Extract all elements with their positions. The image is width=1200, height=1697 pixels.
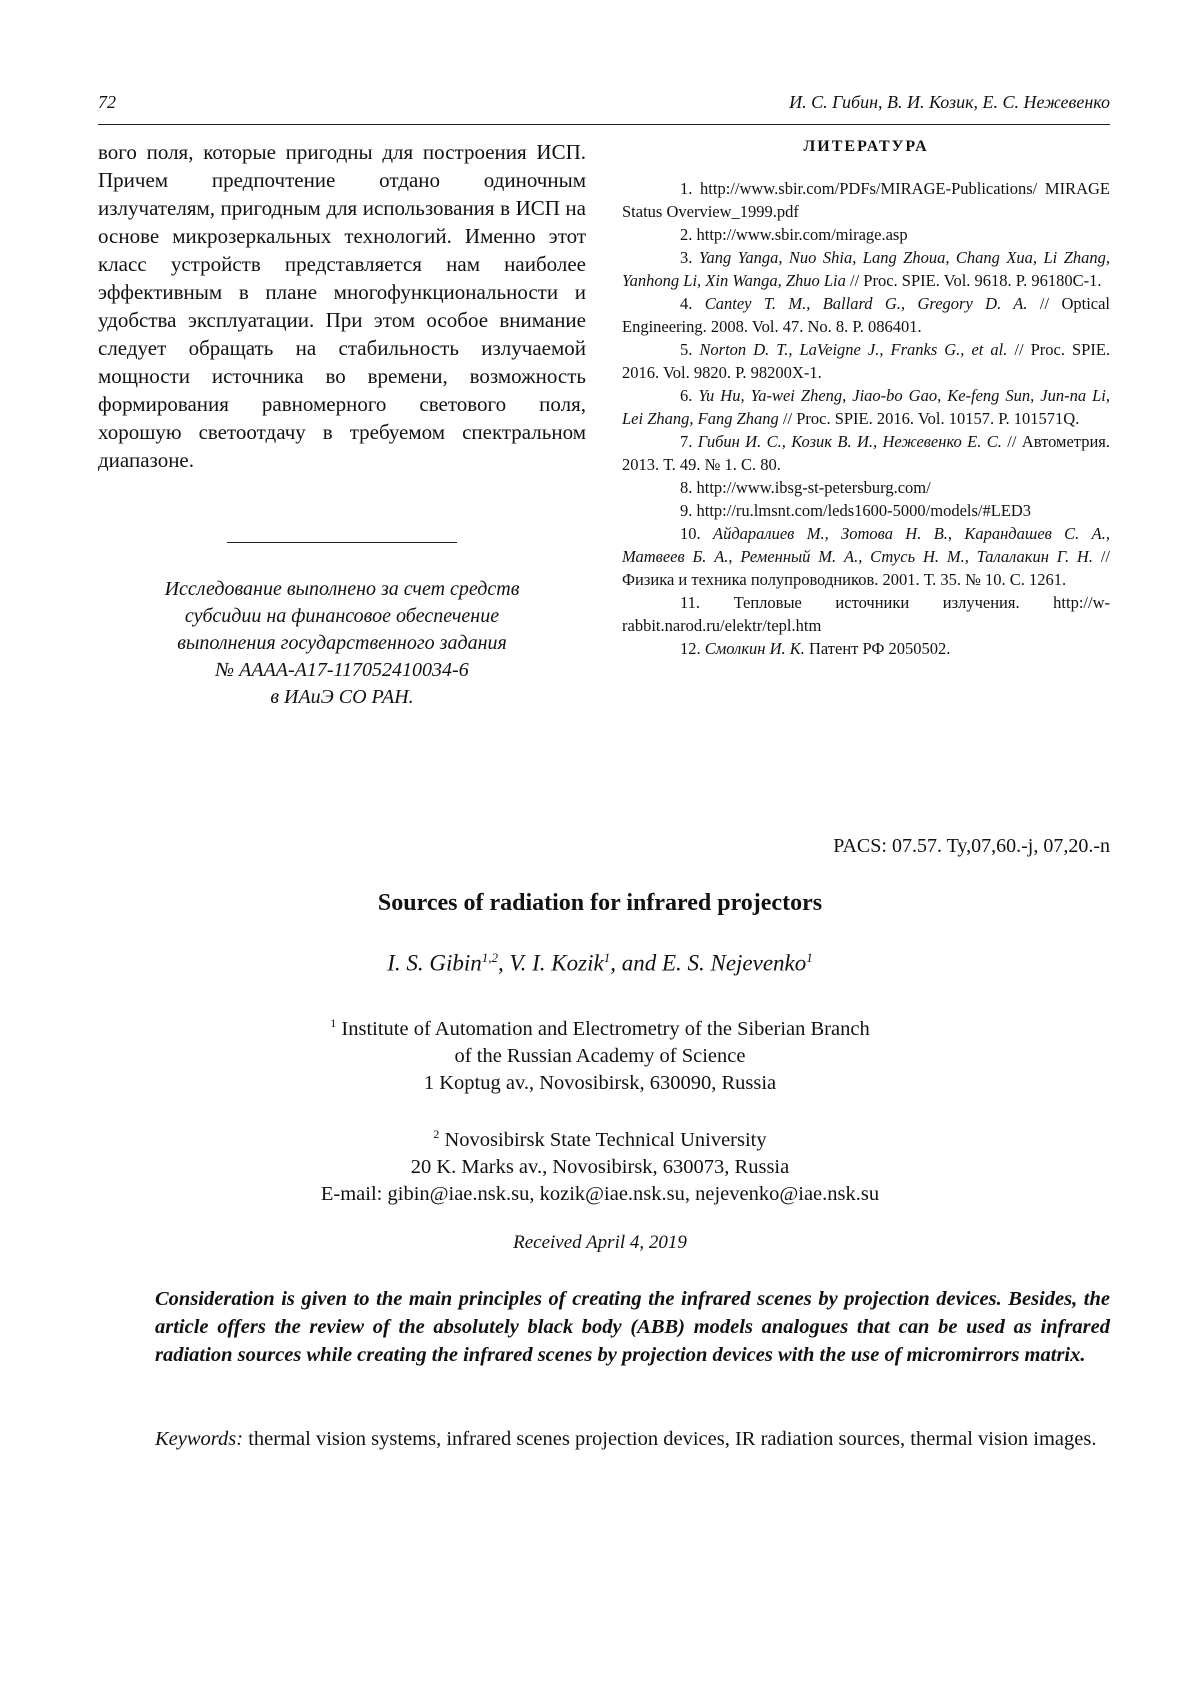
abstract: Consideration is given to the main principles of creating the infrared scenes by projection devices. Besides, the article offers the review of the absolutely black body (ABB) models analogues that can be used as infrared radiation sources while creating the infrared scenes by projection devices with the use of micromirrors matrix. (155, 1285, 1110, 1369)
reference-text: // Автометрия. 2013. Т. 49. № 1. С. 80. (622, 432, 1110, 474)
affiliation-line: Novosibirsk State Technical University (444, 1129, 766, 1151)
reference-item (622, 499, 1110, 522)
reference-number: 2. (680, 225, 692, 244)
reference-text: http://www.ibsg-st-petersburg.com/ (697, 478, 931, 497)
reference-item (622, 522, 1110, 591)
reference-authors: Смолкин И. К. (705, 639, 805, 658)
author-separator: , (498, 951, 510, 976)
article-title: Sources of radiation for infrared projectors (0, 890, 1200, 917)
keywords-label: Keywords: (155, 1428, 243, 1450)
author-separator: , and (610, 951, 662, 976)
affiliation-line: 20 K. Marks av., Novosibirsk, 630073, Russia (0, 1154, 1200, 1181)
author-name: V. I. Kozik (510, 951, 604, 976)
reference-text: // Proc. SPIE. Vol. 9618. P. 96180C-1. (850, 271, 1102, 290)
reference-item (622, 223, 1110, 246)
affiliation-email-line: E-mail: gibin@iae.nsk.su, kozik@iae.nsk.su, nejevenko@iae.nsk.su (0, 1181, 1200, 1208)
reference-item (622, 177, 1110, 223)
author-name: E. S. Nejevenko (662, 951, 806, 976)
header-rule (98, 124, 1110, 125)
reference-text: // Proc. SPIE. 2016. Vol. 9820. P. 98200X-1. (622, 340, 1110, 382)
reference-text: http://www.sbir.com/mirage.asp (697, 225, 908, 244)
body-paragraph: вого поля, которые пригодны для построения ИСП. Причем предпочтение отдано одиночным излучателям, пригодным для использования в ИСП на основе микрозеркальных технологий. Именно этот класс устройств представляется нам наиболее эффективным в плане многофункциональности и удобства эксплуатации. При этом особое внимание следует обращать на стабильность излучаемой мощности источника во времени, возможность формирования равномерного светового поля, хорошую светоотдачу в требуемом спектральном диапазоне. (98, 138, 586, 474)
reference-authors: Norton D. T., LaVeigne J., Franks G., et al. (699, 340, 1007, 359)
funding-line: № АААА-А17-117052410034-6 (98, 657, 586, 684)
reference-item (622, 476, 1110, 499)
section-divider (227, 542, 457, 543)
funding-line: выполнения государственного задания (98, 630, 586, 657)
reference-item (622, 384, 1110, 430)
reference-number: 8. (680, 478, 692, 497)
received-date: Received April 4, 2019 (0, 1232, 1200, 1254)
reference-item (622, 338, 1110, 384)
author-list (0, 950, 1200, 977)
reference-number: 5. (680, 340, 692, 359)
reference-authors: Гибин И. С., Козик В. И., Нежевенко Е. С. (698, 432, 1002, 451)
reference-item (622, 292, 1110, 338)
reference-item (622, 637, 1110, 660)
reference-number: 10. (680, 524, 701, 543)
keywords (155, 1425, 1110, 1453)
funding-line: в ИАиЭ СО РАН. (98, 684, 586, 711)
affiliation-mark: 1 (330, 1016, 336, 1030)
author-affiliation-mark: 1 (604, 950, 611, 965)
reference-number: 11. (680, 593, 700, 612)
affiliation-2 (0, 1121, 1200, 1208)
affiliation-line: of the Russian Academy of Science (0, 1043, 1200, 1070)
funding-line: субсидии на финансовое обеспечение (98, 603, 586, 630)
reference-authors: Yang Yanga, Nuo Shia, Lang Zhoua, Chang Xua, Li Zhang, Yanhong Li, Xin Wanga, Zhuo Lia (622, 248, 1110, 290)
funding-note (98, 576, 586, 711)
reference-number: 1. (680, 179, 692, 198)
reference-number: 4. (680, 294, 692, 313)
reference-text: http://www.sbir.com/PDFs/MIRAGE-Publications/ MIRAGE Status Overview_1999.pdf (622, 179, 1110, 221)
reference-item (622, 430, 1110, 476)
reference-authors: Cantey T. M., Ballard G., Gregory D. A. (705, 294, 1028, 313)
funding-line: Исследование выполнено за счет средств (98, 576, 586, 603)
reference-number: 3. (680, 248, 692, 267)
reference-text: http://ru.lmsnt.com/leds1600-5000/models/#LED3 (697, 501, 1032, 520)
reference-item (622, 246, 1110, 292)
reference-text: // Optical Engineering. 2008. Vol. 47. No. 8. P. 086401. (622, 294, 1110, 336)
reference-authors: Yu Hu, Ya-wei Zheng, Jiao-bo Gao, Ke-feng Sun, Jun-na Li, Lei Zhang, Fang Zhang (622, 386, 1110, 428)
pacs-codes: PACS: 07.57. Ty,07,60.-j, 07,20.-n (833, 835, 1110, 858)
reference-number: 12. (680, 639, 701, 658)
affiliation-line: 1 Koptug av., Novosibirsk, 630090, Russia (0, 1070, 1200, 1097)
reference-text: // Proc. SPIE. 2016. Vol. 10157. P. 101571Q. (783, 409, 1079, 428)
reference-authors: Айдаралиев М., Зотова Н. В., Карандашев С. А., Матвеев Б. А., Ременный М. А., Стусь Н. М., Талалакин Г. Н. (622, 524, 1110, 566)
author-affiliation-mark: 1 (806, 950, 813, 965)
references-title: ЛИТЕРАТУРА (622, 138, 1110, 156)
references-column (622, 138, 1110, 660)
references-list (622, 177, 1110, 660)
affiliation-line: Institute of Automation and Electrometry of the Siberian Branch (341, 1018, 869, 1040)
reference-number: 9. (680, 501, 692, 520)
reference-text: Патент РФ 2050502. (809, 639, 950, 658)
author-affiliation-mark: 1,2 (482, 950, 498, 965)
author-name: I. S. Gibin (387, 951, 482, 976)
affiliation-mark: 2 (433, 1127, 439, 1141)
reference-number: 7. (680, 432, 692, 451)
running-authors: И. С. Гибин, В. И. Козик, Е. С. Нежевенко (789, 92, 1110, 113)
left-column (98, 138, 586, 711)
reference-text: // Физика и техника полупроводников. 2001. Т. 35. № 10. С. 1261. (622, 547, 1110, 589)
reference-text: Тепловые источники излучения. http://w-rabbit.narod.ru/elektr/tepl.htm (622, 593, 1110, 635)
keywords-text: thermal vision systems, infrared scenes projection devices, IR radiation sources, thermal vision images. (248, 1428, 1096, 1450)
reference-number: 6. (680, 386, 692, 405)
page-number: 72 (98, 92, 116, 113)
affiliation-1 (0, 1010, 1200, 1097)
reference-item (622, 591, 1110, 637)
